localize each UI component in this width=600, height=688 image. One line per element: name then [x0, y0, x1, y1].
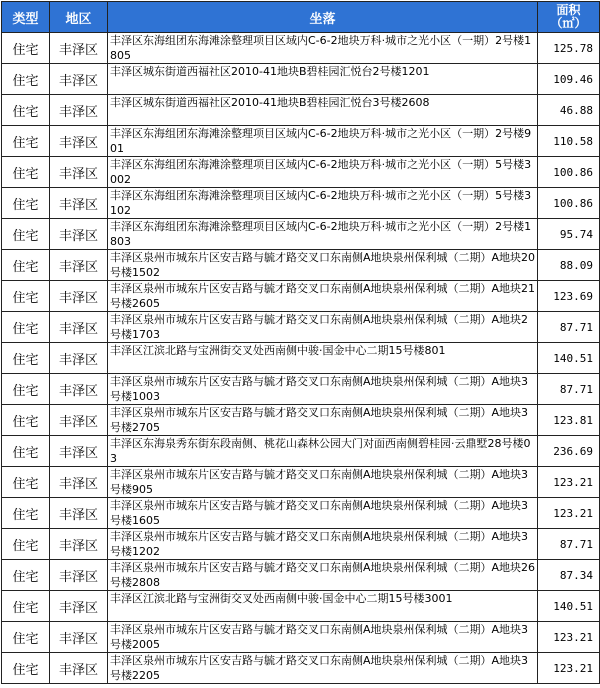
cell-address: 丰泽区泉州市城东片区安吉路与毓才路交叉口东南侧A地块泉州保利城（二期）A地块3号楼2005 [108, 622, 538, 653]
cell-address: 丰泽区东海组团东海滩涂整理项目区域内C-6-2地块万科·城市之光小区（一期）2号楼901 [108, 126, 538, 157]
cell-region: 丰泽区 [50, 405, 108, 436]
cell-region: 丰泽区 [50, 188, 108, 219]
cell-area: 100.86 [538, 157, 600, 188]
cell-type: 住宅 [2, 188, 50, 219]
cell-area: 46.88 [538, 95, 600, 126]
table-row [2, 126, 600, 157]
cell-type: 住宅 [2, 560, 50, 591]
cell-area: 87.71 [538, 312, 600, 343]
cell-type: 住宅 [2, 653, 50, 684]
cell-type: 住宅 [2, 622, 50, 653]
cell-area: 88.09 [538, 250, 600, 281]
cell-address: 丰泽区江滨北路与宝洲街交叉处西南侧中骏·国金中心二期15号楼3001 [108, 591, 538, 622]
cell-address: 丰泽区东海组团东海滩涂整理项目区域内C-6-2地块万科·城市之光小区（一期）5号楼3102 [108, 188, 538, 219]
header-address: 坐落 [108, 2, 538, 33]
header-area-unit: （㎡） [550, 16, 587, 30]
cell-address: 丰泽区东海组团东海滩涂整理项目区域内C-6-2地块万科·城市之光小区（一期）5号楼3002 [108, 157, 538, 188]
table-row [2, 622, 600, 653]
cell-region: 丰泽区 [50, 312, 108, 343]
header-area [538, 2, 600, 33]
table-row [2, 188, 600, 219]
cell-area: 87.71 [538, 374, 600, 405]
table-row [2, 95, 600, 126]
cell-area: 236.69 [538, 436, 600, 467]
cell-address: 丰泽区泉州市城东片区安吉路与毓才路交叉口东南侧A地块泉州保利城（二期）A地块3号楼2205 [108, 653, 538, 684]
table-row [2, 250, 600, 281]
table-row [2, 343, 600, 374]
table-row [2, 653, 600, 684]
cell-area: 123.21 [538, 622, 600, 653]
cell-address: 丰泽区城东街道西福社区2010-41地块B碧桂园汇悦台2号楼1201 [108, 64, 538, 95]
cell-type: 住宅 [2, 64, 50, 95]
header-area-label: 面积 [556, 3, 581, 17]
table-row [2, 467, 600, 498]
cell-region: 丰泽区 [50, 33, 108, 64]
table-row [2, 157, 600, 188]
cell-region: 丰泽区 [50, 250, 108, 281]
cell-type: 住宅 [2, 436, 50, 467]
cell-area: 123.81 [538, 405, 600, 436]
cell-area: 125.78 [538, 33, 600, 64]
cell-type: 住宅 [2, 343, 50, 374]
cell-region: 丰泽区 [50, 126, 108, 157]
cell-address: 丰泽区东海组团东海滩涂整理项目区域内C-6-2地块万科·城市之光小区（一期）2号楼1803 [108, 219, 538, 250]
cell-area: 123.21 [538, 653, 600, 684]
cell-area: 123.69 [538, 281, 600, 312]
cell-region: 丰泽区 [50, 95, 108, 126]
table-body [2, 33, 600, 684]
cell-type: 住宅 [2, 126, 50, 157]
cell-type: 住宅 [2, 312, 50, 343]
cell-type: 住宅 [2, 33, 50, 64]
cell-address: 丰泽区东海组团东海滩涂整理项目区域内C-6-2地块万科·城市之光小区（一期）2号楼1805 [108, 33, 538, 64]
cell-address: 丰泽区东海泉秀东街东段南侧、桃花山森林公园大门对面西南侧碧桂园·云鼎墅28号楼03 [108, 436, 538, 467]
cell-area: 109.46 [538, 64, 600, 95]
cell-region: 丰泽区 [50, 281, 108, 312]
cell-region: 丰泽区 [50, 343, 108, 374]
cell-address: 丰泽区泉州市城东片区安吉路与毓才路交叉口东南侧A地块泉州保利城（二期）A地块21号楼2605 [108, 281, 538, 312]
table-row [2, 498, 600, 529]
cell-region: 丰泽区 [50, 467, 108, 498]
table-row [2, 312, 600, 343]
cell-type: 住宅 [2, 529, 50, 560]
cell-type: 住宅 [2, 157, 50, 188]
table-header [2, 2, 600, 33]
cell-address: 丰泽区泉州市城东片区安吉路与毓才路交叉口东南侧A地块泉州保利城（二期）A地块3号楼1605 [108, 498, 538, 529]
cell-area: 123.21 [538, 467, 600, 498]
cell-address: 丰泽区泉州市城东片区安吉路与毓才路交叉口东南侧A地块泉州保利城（二期）A地块2号楼1703 [108, 312, 538, 343]
cell-address: 丰泽区泉州市城东片区安吉路与毓才路交叉口东南侧A地块泉州保利城（二期）A地块3号楼1202 [108, 529, 538, 560]
cell-region: 丰泽区 [50, 529, 108, 560]
table-row [2, 529, 600, 560]
cell-type: 住宅 [2, 219, 50, 250]
table-row [2, 281, 600, 312]
cell-area: 123.21 [538, 498, 600, 529]
cell-type: 住宅 [2, 281, 50, 312]
cell-address: 丰泽区城东街道西福社区2010-41地块B碧桂园汇悦台3号楼2608 [108, 95, 538, 126]
header-row [2, 2, 600, 33]
cell-region: 丰泽区 [50, 219, 108, 250]
cell-address: 丰泽区泉州市城东片区安吉路与毓才路交叉口东南侧A地块泉州保利城（二期）A地块3号楼905 [108, 467, 538, 498]
cell-address: 丰泽区泉州市城东片区安吉路与毓才路交叉口东南侧A地块泉州保利城（二期）A地块20号楼1502 [108, 250, 538, 281]
table-row [2, 436, 600, 467]
cell-region: 丰泽区 [50, 622, 108, 653]
property-table [1, 1, 600, 684]
header-type: 类型 [2, 2, 50, 33]
cell-address: 丰泽区泉州市城东片区安吉路与毓才路交叉口东南侧A地块泉州保利城（二期）A地块3号楼1003 [108, 374, 538, 405]
table-row [2, 219, 600, 250]
cell-area: 100.86 [538, 188, 600, 219]
cell-type: 住宅 [2, 405, 50, 436]
cell-area: 140.51 [538, 343, 600, 374]
cell-type: 住宅 [2, 95, 50, 126]
cell-region: 丰泽区 [50, 157, 108, 188]
table-row [2, 374, 600, 405]
cell-region: 丰泽区 [50, 436, 108, 467]
table-row [2, 591, 600, 622]
cell-type: 住宅 [2, 374, 50, 405]
cell-area: 110.58 [538, 126, 600, 157]
cell-area: 87.34 [538, 560, 600, 591]
cell-region: 丰泽区 [50, 64, 108, 95]
cell-type: 住宅 [2, 591, 50, 622]
cell-region: 丰泽区 [50, 498, 108, 529]
table-row [2, 405, 600, 436]
cell-type: 住宅 [2, 250, 50, 281]
table-row [2, 33, 600, 64]
cell-region: 丰泽区 [50, 374, 108, 405]
cell-area: 140.51 [538, 591, 600, 622]
header-region: 地区 [50, 2, 108, 33]
cell-area: 87.71 [538, 529, 600, 560]
cell-address: 丰泽区江滨北路与宝洲街交叉处西南侧中骏·国金中心二期15号楼801 [108, 343, 538, 374]
table-row [2, 64, 600, 95]
cell-address: 丰泽区泉州市城东片区安吉路与毓才路交叉口东南侧A地块泉州保利城（二期）A地块3号楼2705 [108, 405, 538, 436]
cell-region: 丰泽区 [50, 591, 108, 622]
cell-region: 丰泽区 [50, 560, 108, 591]
cell-type: 住宅 [2, 467, 50, 498]
cell-address: 丰泽区泉州市城东片区安吉路与毓才路交叉口东南侧A地块泉州保利城（二期）A地块26号楼2808 [108, 560, 538, 591]
cell-type: 住宅 [2, 498, 50, 529]
table-row [2, 560, 600, 591]
cell-area: 95.74 [538, 219, 600, 250]
cell-region: 丰泽区 [50, 653, 108, 684]
